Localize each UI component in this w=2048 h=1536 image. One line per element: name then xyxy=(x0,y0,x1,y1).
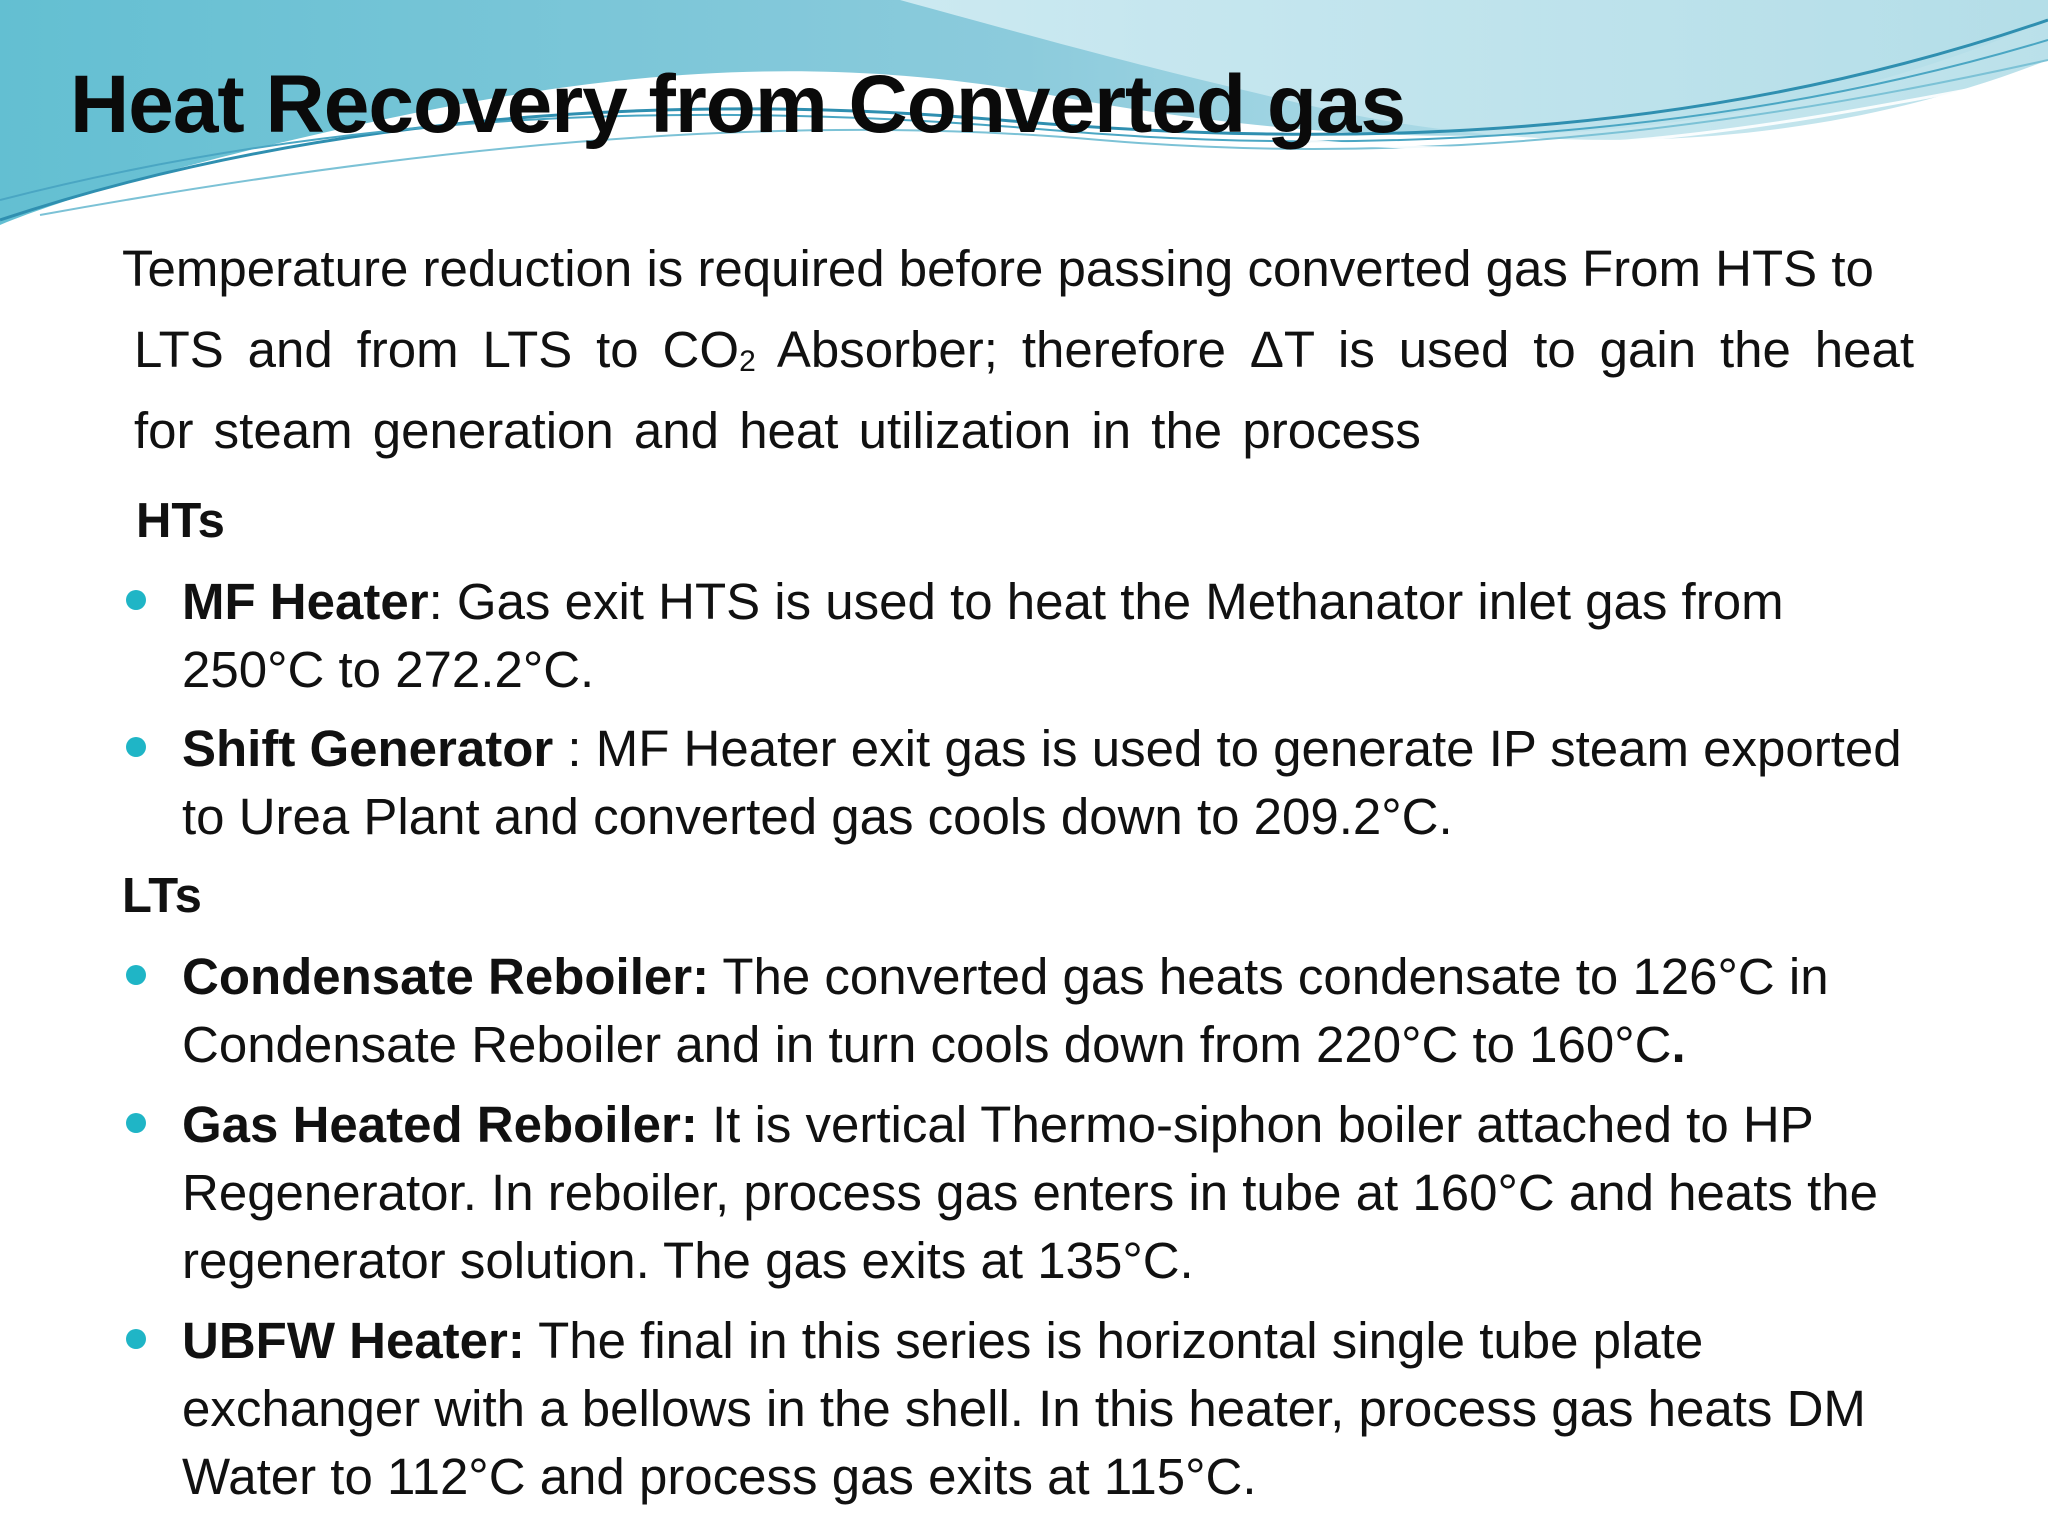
bullet-line-3: Water to 112°C and process gas exits at 115°C. xyxy=(182,1448,1257,1505)
bullet-dot xyxy=(126,965,146,985)
intro-paragraph xyxy=(122,228,1914,471)
bullet-line-1 xyxy=(182,715,1952,783)
bullet-shift-generator xyxy=(182,715,1952,851)
bullet-term: UBFW Heater: xyxy=(182,1312,525,1369)
bullet-condensate-reboiler xyxy=(182,943,1952,1079)
bullet-line-2: to Urea Plant and converted gas cools down to 209.2°C. xyxy=(182,788,1453,845)
bullet-text: : MF Heater exit gas is used to generate IP steam exported xyxy=(553,720,1902,777)
bullet-gas-heated-reboiler xyxy=(182,1091,1952,1295)
bullet-dot xyxy=(126,737,146,757)
bullet-dot xyxy=(126,590,146,610)
bullet-text: Condensate Reboiler and in turn cools down from 220°C to 160°C xyxy=(182,1016,1672,1073)
bullet-line-2 xyxy=(182,1011,1952,1079)
intro-line-1: Temperature reduction is required before passing converted gas From HTS to xyxy=(122,240,1874,297)
bullet-dot xyxy=(126,1329,146,1349)
intro-line-2-start: LTS and from LTS to CO xyxy=(134,321,740,378)
bullet-dot xyxy=(126,1113,146,1133)
bullet-line-2: exchanger with a bellows in the shell. In this heater, process gas heats DM xyxy=(182,1380,1866,1437)
bullet-line-2: 250°C to 272.2°C. xyxy=(182,641,595,698)
section-label-lts: LTs xyxy=(122,869,202,923)
intro-line-2-end: Absorber; therefore ΔT is used to gain the heat xyxy=(776,321,1914,378)
bullet-line-1 xyxy=(182,1091,1952,1159)
bullet-mf-heater xyxy=(182,568,1952,704)
bullet-line-3: regenerator solution. The gas exits at 135°C. xyxy=(182,1232,1194,1289)
bullet-line-1 xyxy=(182,943,1952,1011)
bullet-line-1 xyxy=(182,568,1952,636)
bullet-text: The converted gas heats condensate to 126°C in xyxy=(709,948,1829,1005)
slide-title: Heat Recovery from Converted gas xyxy=(70,59,1406,150)
bullet-term: Shift Generator xyxy=(182,720,554,777)
intro-line-3: for steam generation and heat utilization in the process xyxy=(134,402,1421,459)
section-label-hts: HTs xyxy=(136,494,225,548)
bullet-text: The final in this series is horizontal single tube plate xyxy=(524,1312,1704,1369)
bullet-text: : Gas exit HTS is used to heat the Methanator inlet gas from xyxy=(428,573,1784,630)
bullet-term: MF Heater xyxy=(182,573,429,630)
bullet-period: . xyxy=(1671,1016,1686,1073)
intro-line-2 xyxy=(122,309,1914,390)
bullet-line-2: Regenerator. In reboiler, process gas enters in tube at 160°C and heats the xyxy=(182,1164,1878,1221)
bullet-term: Condensate Reboiler: xyxy=(182,948,710,1005)
bullet-ubfw-heater xyxy=(182,1307,1952,1511)
bullet-term: Gas Heated Reboiler: xyxy=(182,1096,698,1153)
intro-subscript: 2 xyxy=(739,345,756,378)
bullet-text: It is vertical Thermo-siphon boiler attached to HP xyxy=(697,1096,1814,1153)
bullet-line-1 xyxy=(182,1307,1952,1375)
